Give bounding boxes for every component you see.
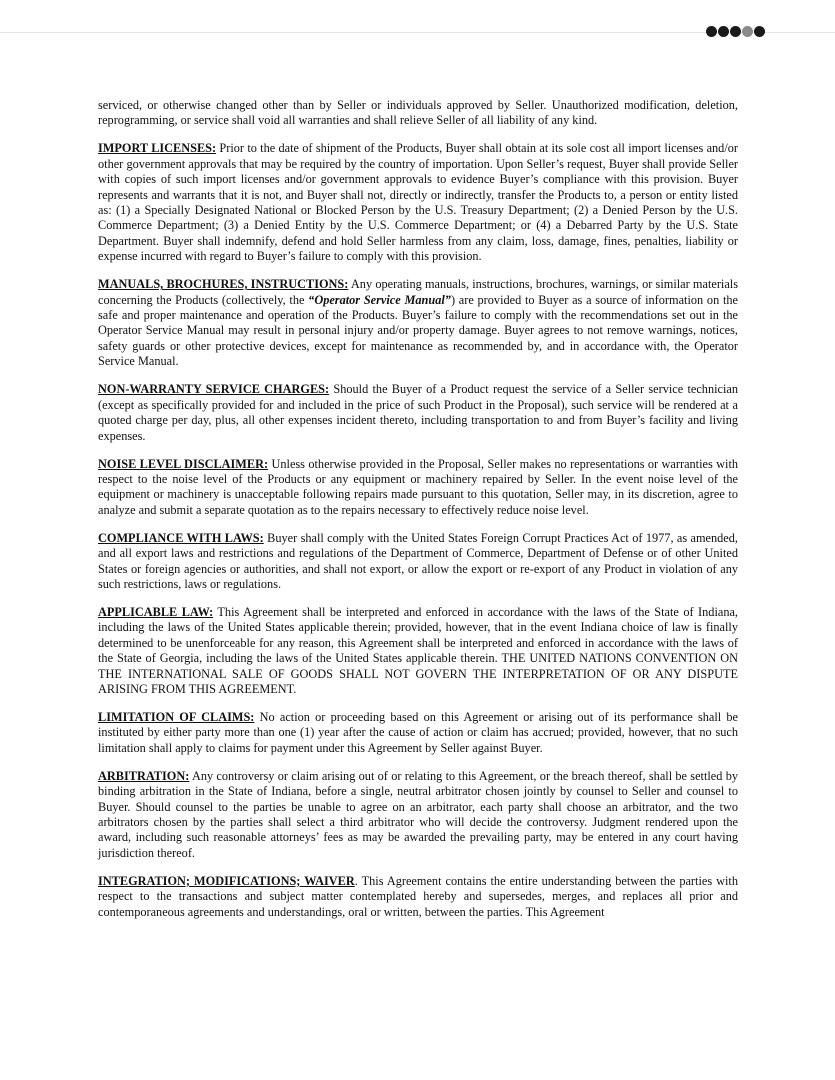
- intro-text: serviced, or otherwise changed other than by Seller or individuals approved by Seller. Unauthorized modification, deletion, reprogramming, or service shall void all warranties and shall relieve Seller of all liability of any kind.: [98, 98, 738, 128]
- non-warranty-heading: NON-WARRANTY SERVICE CHARGES:: [98, 382, 330, 397]
- non-warranty-text: Should the Buyer of a Product request the service of a Seller service technician (except as specifically provided for and included in the price of such Product in the Proposal), such service will be rendered at a quoted charge per day, plus, all other expenses incident thereto, including transportation to and from Buyer’s facility and living expenses.: [98, 382, 738, 443]
- integration-section: [98, 874, 738, 920]
- page-dot-icon: [754, 26, 765, 37]
- compliance-text: Buyer shall comply with the United States Foreign Corrupt Practices Act of 1977, as amended, and all export laws and restrictions and regulations of the Department of Commerce, Department of Defense or of other United States or foreign agencies or authorities, and shall not export, or allow the export or re-export of any Product in violation of any such restrictions, laws or regulations.: [98, 530, 738, 591]
- applicable-law-heading: APPLICABLE LAW:: [98, 604, 214, 619]
- noise-section: [98, 457, 738, 519]
- limitation-text: No action or proceeding based on this Agreement or arising out of its performance shall be instituted by either party more than one (1) year after the cause of action or claim has accrued; provided, however, that no such limitation shall apply to claims for payment under this Agreement by Seller against Buyer.: [98, 709, 738, 755]
- applicable-law-text: This Agreement shall be interpreted and enforced in accordance with the laws of the State of Indiana, including the laws of the United States applicable therein; provided, however, that in the event Indiana choice of law is finally determined to be unenforceable for any reason, this Agreement shall be interpreted and enforced in accordance with the laws of the State of Georgia, including the laws of the United States applicable therein. THE UNITED NATIONS CONVENTION ON THE INTERNATIONAL SALE OF GOODS SHALL NOT GOVERN THE INTERPRETATION OF OR ANY DISPUTE ARISING FROM THIS AGREEMENT.: [98, 604, 739, 696]
- arbitration-heading: ARBITRATION:: [98, 768, 190, 783]
- import-licenses-section: [98, 141, 738, 264]
- noise-text: Unless otherwise provided in the Proposal, Seller makes no representations or warranties with respect to the noise level of the Products or any equipment or machinery repaired by Seller. In the event noise level of the equipment or machinery is unacceptable following repairs made pursuant to this quotation, Seller may, in its discretion, agree to analyze and submit a separate quotation as to the repairs necessary to effectively reduce noise level.: [98, 456, 739, 517]
- operator-service-manual-term: “Operator Service Manual”: [308, 292, 451, 307]
- page-dot-icon: [718, 26, 729, 37]
- noise-heading: NOISE LEVEL DISCLAIMER:: [98, 456, 269, 471]
- import-licenses-heading: IMPORT LICENSES:: [98, 141, 217, 156]
- limitation-heading: LIMITATION OF CLAIMS:: [98, 709, 255, 724]
- integration-heading: INTEGRATION; MODIFICATIONS; WAIVER: [98, 873, 355, 888]
- manuals-text-after: ) are provided to Buyer as a source of information on the safe and proper maintenance and operation of the Products. Buyer’s failure to comply with the recommendations set out in the Operator Service Manual may result in personal injury and/or property damage. Buyer agrees to not remove warnings, notices, safety guards or other protective devices, except for maintenance as recommended by, and in accordance with, the Operator Service Manual.: [98, 292, 738, 369]
- document-body: [98, 98, 738, 933]
- arbitration-section: [98, 769, 738, 861]
- integration-text: . This Agreement contains the entire understanding between the parties with respect to the transactions and subject matter contemplated hereby and supersedes, merges, and replaces all prior and contemporaneous agreements and understandings, oral or written, between the parties. This Agreement: [98, 873, 738, 919]
- applicable-law-section: [98, 605, 738, 697]
- page-dot-icon: [742, 26, 753, 37]
- non-warranty-section: [98, 382, 738, 444]
- page-indicator: [706, 26, 765, 37]
- intro-paragraph: [98, 98, 738, 129]
- compliance-heading: COMPLIANCE WITH LAWS:: [98, 530, 264, 545]
- page-dot-icon: [730, 26, 741, 37]
- manuals-heading: MANUALS, BROCHURES, INSTRUCTIONS:: [98, 277, 349, 292]
- arbitration-text: Any controversy or claim arising out of or relating to this Agreement, or the breach thereof, shall be settled by binding arbitration in the State of Indiana, before a single, neutral arbitrator chosen jointly by counsel to Seller and counsel to Buyer. Should counsel to the parties be unable to agree on an arbitrator, each party shall choose an arbitrator, and the two arbitrators chosen by the parties shall select a third arbitrator who will decide the controversy. Judgment rendered upon the award, including such reasonable attorneys’ fees as may be awarded the prevailing party, may be entered in any court having jurisdiction thereof.: [98, 768, 738, 860]
- manuals-section: [98, 277, 738, 369]
- manuals-text-before: Any operating manuals, instructions, brochures, warnings, or similar materials concerning the Products (collectively, the: [98, 277, 738, 307]
- compliance-section: [98, 531, 738, 593]
- page-dot-icon: [706, 26, 717, 37]
- limitation-section: [98, 710, 738, 756]
- import-licenses-text: Prior to the date of shipment of the Products, Buyer shall obtain at its sole cost all import licenses and/or other government approvals that may be required by the country of importation. Upon Seller’s request, Buyer shall provide Seller with copies of such import licenses and/or government approvals to evidence Buyer’s compliance with this provision. Buyer represents and warrants that it is not, and Buyer shall not, directly or indirectly, transfer the Products to, a person or entity listed as: (1) a Specially Designated National or Blocked Person by the U.S. Treasury Department; (2) a Denied Person by the U.S. Commerce Department; (3) a Denied Entity by the U.S. Commerce Department; or (4) a Debarred Party by the U.S. State Department. Buyer shall indemnify, defend and hold Seller harmless from any claim, loss, damage, fines, penalties, liability or expense incurred with regard to Buyer’s failure to comply with this provision.: [98, 141, 738, 264]
